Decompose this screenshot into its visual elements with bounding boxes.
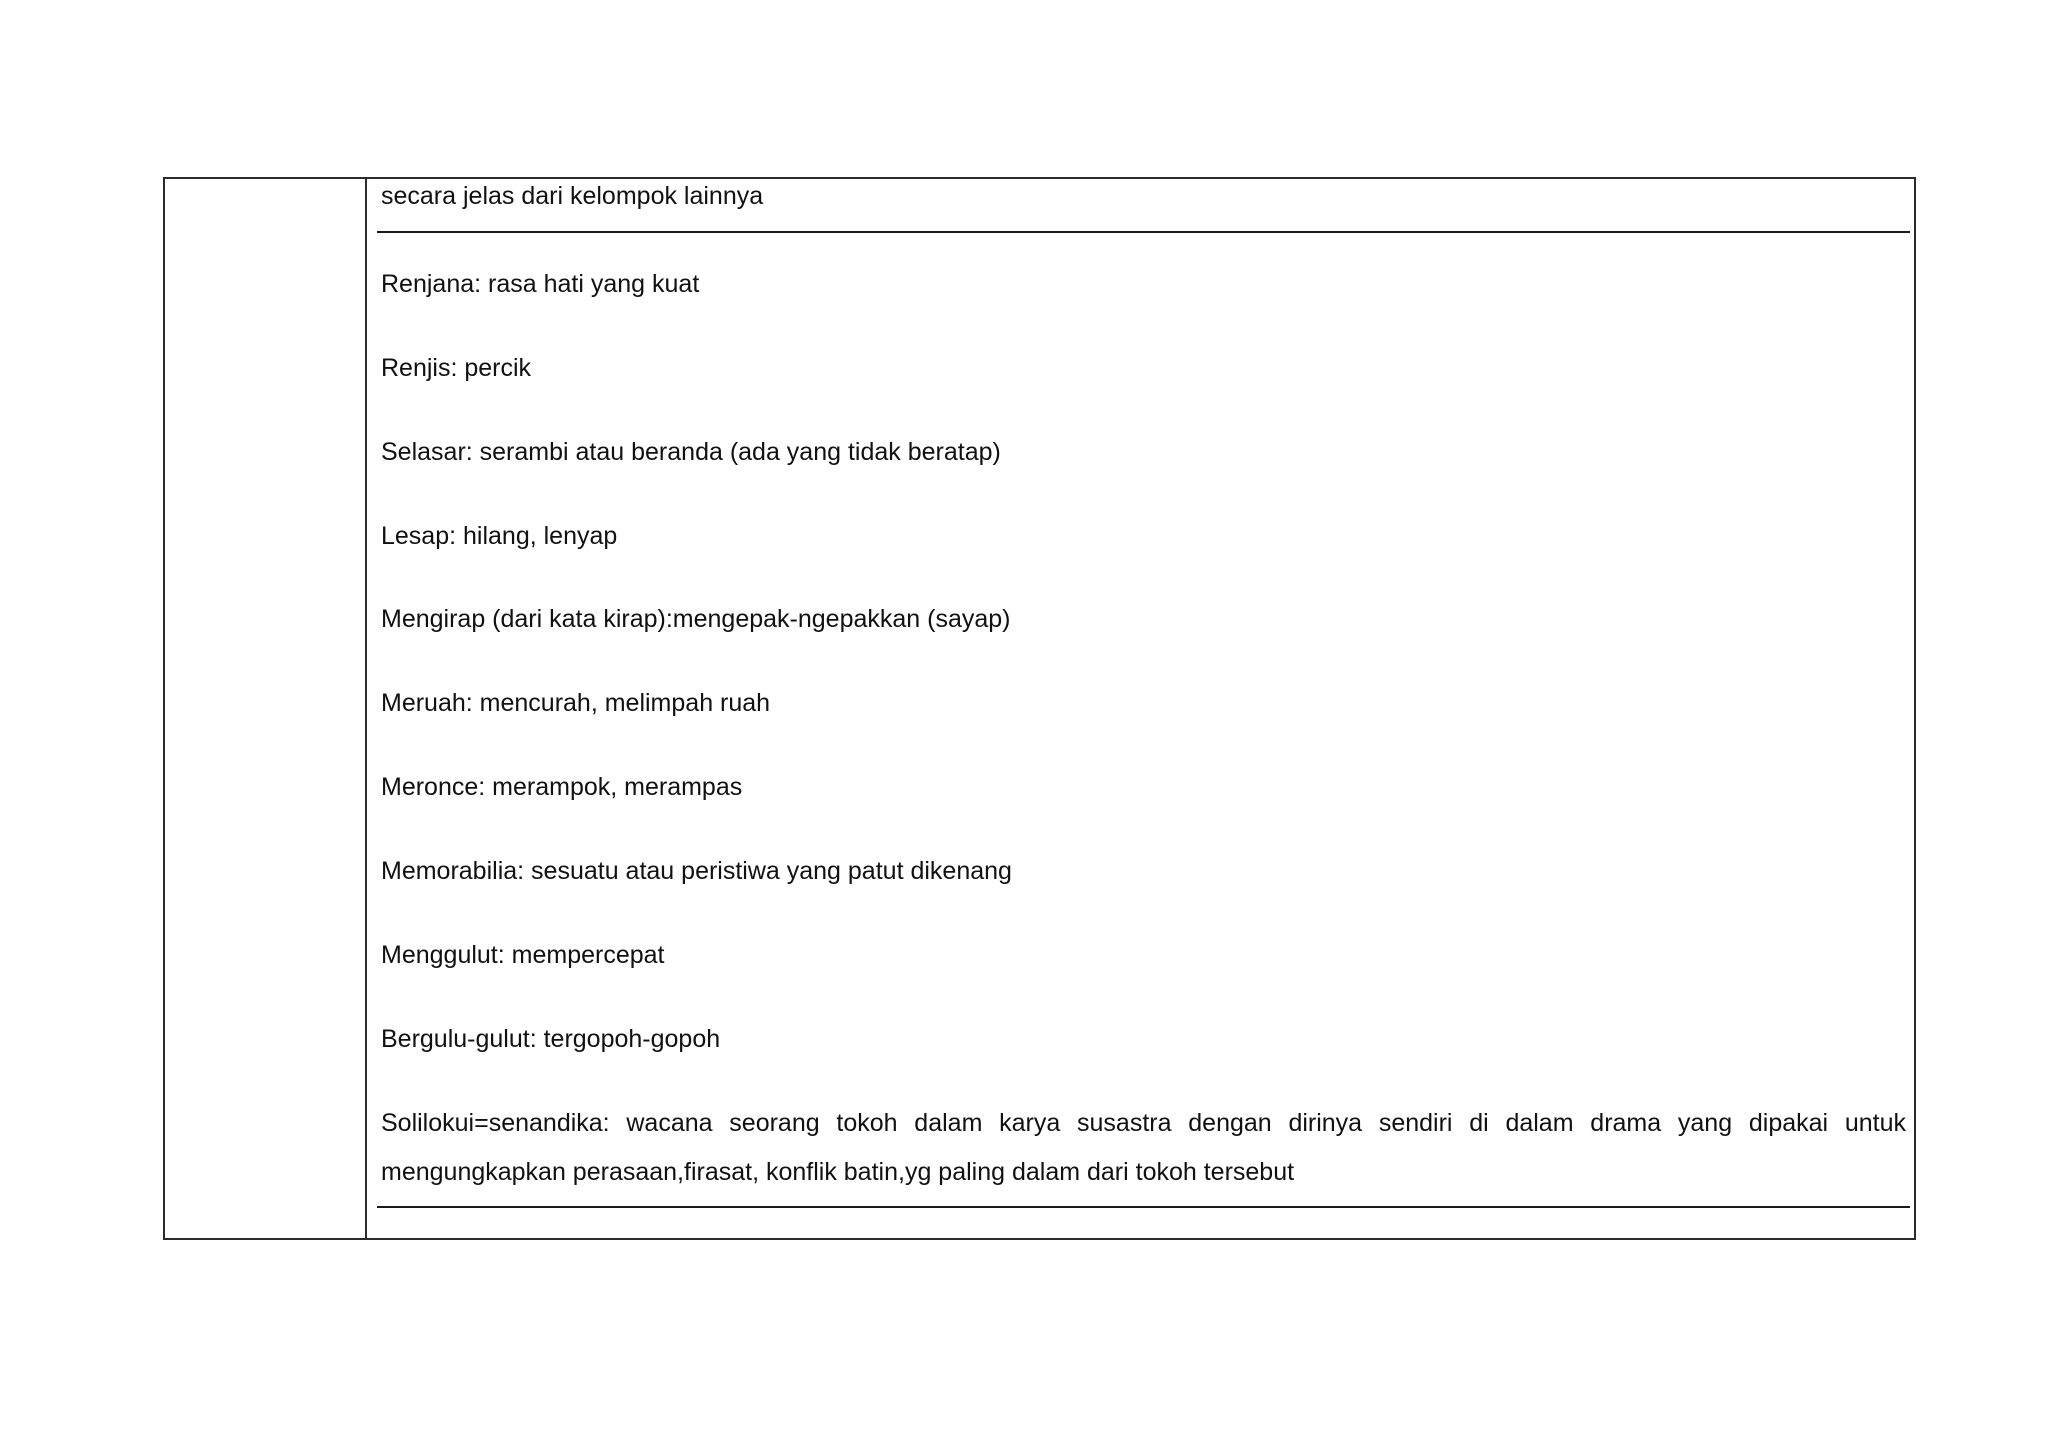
glossary-entry-renjana: Renjana: rasa hati yang kuat xyxy=(381,270,700,298)
glossary-entry-lesap: Lesap: hilang, lenyap xyxy=(381,522,618,550)
document-table xyxy=(163,177,1916,1240)
divider-top xyxy=(377,231,1910,233)
glossary-entry-renjis: Renjis: percik xyxy=(381,354,532,382)
table-left-column xyxy=(165,179,367,1238)
glossary-entry-solilokui-line-2: mengungkapkan perasaan,firasat, konflik batin,yg paling dalam dari tokoh tersebut xyxy=(381,1158,1295,1186)
glossary-entry-bergulu-gulut: Bergulu-gulut: tergopoh-gopoh xyxy=(381,1025,721,1053)
table-right-column xyxy=(367,179,1914,1238)
glossary-entry-menggulut: Menggulut: mempercepat xyxy=(381,941,665,969)
glossary-entry-mengirap: Mengirap (dari kata kirap):mengepak-ngepakkan (sayap) xyxy=(381,605,1011,633)
glossary-entry-solilokui-line-1: Solilokui=senandika: wacana seorang tokoh dalam karya susastra dengan dirinya sendiri di dalam drama yang dipakai untuk xyxy=(381,1109,1906,1137)
glossary-entry-memorabilia: Memorabilia: sesuatu atau peristiwa yang patut dikenang xyxy=(381,857,1012,885)
glossary-entry-selasar: Selasar: serambi atau beranda (ada yang tidak beratap) xyxy=(381,438,1001,466)
carryover-text: secara jelas dari kelompok lainnya xyxy=(381,182,764,210)
glossary-entry-meruah: Meruah: mencurah, melimpah ruah xyxy=(381,689,771,717)
divider-bottom xyxy=(377,1206,1910,1208)
glossary-entry-meronce: Meronce: merampok, merampas xyxy=(381,773,743,801)
